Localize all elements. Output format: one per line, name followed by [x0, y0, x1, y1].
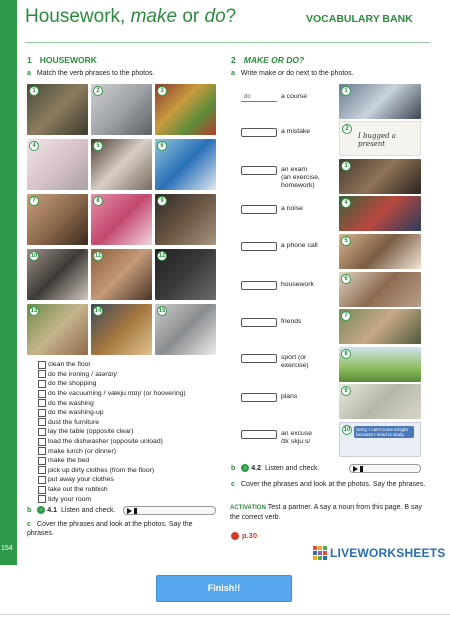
answer-field[interactable] — [241, 242, 277, 251]
play-icon[interactable] — [127, 508, 132, 514]
section1-listen: b ♪ 4.1 Listen and check. — [27, 506, 116, 514]
section2-instruction: a Write make or do next to the photos. — [231, 70, 354, 77]
photo-13: 13 — [27, 304, 88, 355]
make-do-row-9: plans — [241, 393, 297, 402]
arrow-icon — [231, 532, 239, 540]
photo-noise: 4 — [339, 196, 421, 231]
make-do-row-5: a phone call — [241, 242, 318, 251]
photo-friends: 7 — [339, 309, 421, 344]
make-do-row-6: housework — [241, 281, 314, 290]
answer-field[interactable] — [241, 318, 277, 327]
phrase-row: clean the floor — [38, 360, 218, 370]
make-do-row-10: an excuse /ɪkˈskjuːs/ — [241, 430, 312, 446]
answer-field[interactable] — [241, 166, 277, 175]
make-do-row-4: a noise — [241, 205, 303, 214]
answer-field[interactable] — [241, 205, 277, 214]
answer-field[interactable] — [241, 430, 277, 439]
section1-instruction: a Match the verb phrases to the photos. — [27, 70, 155, 77]
answer-field[interactable] — [241, 281, 277, 290]
answer-field[interactable] — [241, 128, 277, 137]
photo-9: 9 — [155, 194, 216, 245]
phrase-row: do the ironing /ˈaɪənɪŋ/ — [38, 370, 218, 380]
answer-box[interactable] — [38, 447, 46, 455]
phrase-row: do the washing — [38, 398, 218, 408]
photo-phone-call: 5 — [339, 234, 421, 269]
phrase-row: make the bed — [38, 456, 218, 466]
vocabulary-bank-label: VOCABULARY BANK — [306, 13, 413, 25]
answer-box[interactable] — [38, 390, 46, 398]
make-do-row-3: an exam (an exercise, homework) — [241, 166, 326, 190]
phrase-row: take out the rubbish — [38, 485, 218, 495]
photo-11: 11 — [91, 249, 152, 300]
photo-sport: 8 — [339, 347, 421, 382]
photo-course: 1 — [339, 84, 421, 119]
section1-heading: 1 HOUSEWORK — [27, 55, 97, 65]
phrase-row: do the vacuuming /ˈvækjuːmɪŋ/ (or hoovering) — [38, 389, 218, 399]
answer-box[interactable] — [38, 380, 46, 388]
answer-box[interactable] — [38, 438, 46, 446]
answer-field[interactable] — [241, 393, 277, 402]
photo-mistake: 2 I bugged a present — [339, 121, 421, 156]
phrase-row: put away your clothes — [38, 475, 218, 485]
answer-box[interactable] — [38, 466, 46, 474]
photo-8: 8 — [91, 194, 152, 245]
photo-3: 3 — [155, 84, 216, 135]
answer-field[interactable] — [241, 354, 277, 363]
photo-7: 7 — [27, 194, 88, 245]
make-do-row-8: sport (or exercise) — [241, 354, 309, 370]
page-number: 154 — [1, 545, 13, 552]
make-do-row-7: friends — [241, 318, 301, 327]
phrase-row: do the washing-up — [38, 408, 218, 418]
answer-box[interactable] — [38, 370, 46, 378]
page-reference[interactable]: p.30 — [231, 531, 257, 540]
section1-cover: c Cover the phrases and look at the photos. Say the phrases. — [27, 521, 193, 537]
divider — [25, 42, 430, 43]
phrase-list — [38, 360, 218, 504]
audio-player-1[interactable] — [123, 506, 216, 515]
photo-12: 12 — [155, 249, 216, 300]
photo-4: 4 — [27, 139, 88, 190]
section2-listen: b ♪ 4.2 Listen and check. — [231, 464, 320, 472]
bottom-divider — [0, 614, 450, 615]
play-icon[interactable] — [353, 466, 358, 472]
photo-1: 1 — [27, 84, 88, 135]
phrase-row: make lunch (or dinner) — [38, 446, 218, 456]
phrase-row: dust the furniture — [38, 418, 218, 428]
answer-box[interactable] — [38, 418, 46, 426]
audio-icon: ♪ — [241, 464, 249, 472]
answer-box[interactable] — [38, 495, 46, 503]
photo-excuse: 10 Sorry, I can't come tonight because I need to study. — [339, 422, 421, 457]
photo-14: 14 — [91, 304, 152, 355]
photo-5: 5 — [91, 139, 152, 190]
photo-exam: 3 — [339, 159, 421, 194]
logo-icon — [313, 546, 327, 560]
make-do-row-2: a mistake — [241, 128, 310, 137]
photo-plans: 9 — [339, 384, 421, 419]
page-title: Housework, make or do? — [25, 6, 237, 27]
answer-box[interactable] — [38, 476, 46, 484]
photo-6: 6 — [155, 139, 216, 190]
phrase-row: load the dishwasher (opposite unload) — [38, 437, 218, 447]
answer-box[interactable] — [38, 409, 46, 417]
audio-player-2[interactable] — [349, 464, 421, 473]
answer-box[interactable] — [38, 457, 46, 465]
liveworksheets-logo: LIVEWORKSHEETS — [313, 546, 445, 560]
answer-field[interactable]: do — [241, 93, 277, 102]
photo-15: 15 — [155, 304, 216, 355]
section2-cover: c Cover the phrases and look at the photos. Say the phrases. — [231, 481, 426, 488]
finish-button[interactable]: Finish!! — [156, 575, 292, 602]
activation-text: ACTIVATION Test a partner. A say a noun from this page. B say the correct verb. — [230, 504, 422, 521]
phrase-row: pick up dirty clothes (from the floor) — [38, 466, 218, 476]
make-do-row-1: do a course — [241, 93, 307, 102]
phrase-row: tidy your room — [38, 494, 218, 504]
photo-housework: 6 — [339, 272, 421, 307]
section2-heading: 2 MAKE OR DO? — [231, 55, 305, 65]
audio-icon: ♪ — [37, 506, 45, 514]
answer-box[interactable] — [38, 486, 46, 494]
phrase-row: do the shopping — [38, 379, 218, 389]
answer-box[interactable] — [38, 428, 46, 436]
green-sidebar — [0, 0, 17, 565]
answer-box[interactable] — [38, 399, 46, 407]
phrase-row: lay the table (opposite clear) — [38, 427, 218, 437]
answer-box[interactable] — [38, 361, 46, 369]
progress-marker — [360, 466, 363, 472]
photo-10: 10 — [27, 249, 88, 300]
progress-marker — [134, 508, 137, 514]
photo-2: 2 — [91, 84, 152, 135]
